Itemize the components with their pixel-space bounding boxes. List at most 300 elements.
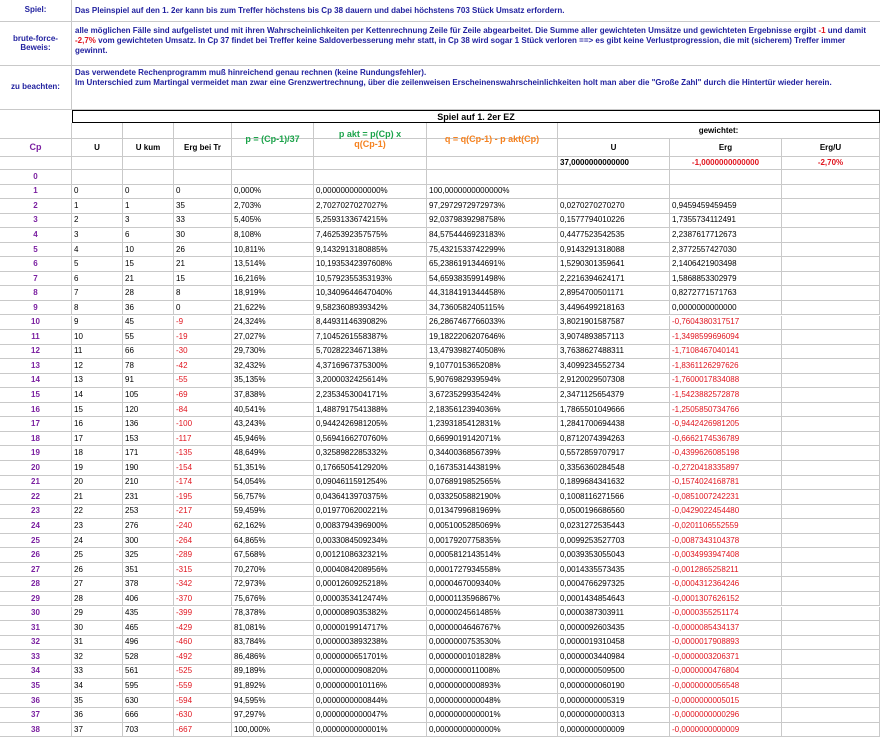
- cell-cp: 32: [0, 636, 72, 651]
- cell-p: 5,405%: [232, 214, 314, 229]
- cell-p-akt: [314, 170, 427, 185]
- cell-p-akt: 2,7027027027027%: [314, 199, 427, 214]
- cell-q: 1,2393185412831%: [427, 417, 558, 432]
- cell-q: 13,4793982740508%: [427, 345, 558, 360]
- note-label: brute-force-Beweis:: [0, 22, 72, 66]
- cell-p: 91,892%: [232, 679, 314, 694]
- note-beachten: [0, 66, 880, 110]
- cell-cp: 1: [0, 185, 72, 200]
- cell-cp: 20: [0, 461, 72, 476]
- cell-p-akt: 0,0000000000000%: [314, 185, 427, 200]
- cell-erg-bei-tr: -30: [174, 345, 232, 360]
- cell-p-akt: 0,5694166270760%: [314, 432, 427, 447]
- cell-q: 0,0000467009340%: [427, 577, 558, 592]
- cell-u: 4: [72, 243, 123, 258]
- cell-erg-per-u: [782, 461, 880, 476]
- cell-erg-bei-tr: -559: [174, 679, 232, 694]
- cell-p: 81,081%: [232, 621, 314, 636]
- note-text: Das Pleinspiel auf den 1. 2er kann bis zum Treffer höchstens bis Cp 38 dauern und dabei höchstens 703 Stück Umsatz erfordern.: [72, 0, 880, 22]
- cell-cp: 11: [0, 330, 72, 345]
- cell-cp: 22: [0, 490, 72, 505]
- cell-ukum: 300: [123, 534, 174, 549]
- cell-gew-erg: [670, 185, 782, 200]
- cell-cp: 25: [0, 534, 72, 549]
- cell-p-akt: 0,0000089035382%: [314, 607, 427, 622]
- cell-u: 15: [72, 403, 123, 418]
- cell-gew-erg: -0,0034993947408: [670, 548, 782, 563]
- cell-erg-per-u: [782, 272, 880, 287]
- cell-ukum: 435: [123, 607, 174, 622]
- cell-ukum: 378: [123, 577, 174, 592]
- table-row: [0, 534, 880, 549]
- cell-q: 0,0001727934558%: [427, 563, 558, 578]
- cell-q: 0,0000000753530%: [427, 636, 558, 651]
- cell-ukum: 703: [123, 723, 174, 738]
- cell-gew-u: 0,5572859707917: [558, 446, 670, 461]
- cell-erg-bei-tr: 15: [174, 272, 232, 287]
- totals-empty: [174, 157, 232, 170]
- cell-gew-u: 0,3356360284548: [558, 461, 670, 476]
- cell-cp: 36: [0, 694, 72, 709]
- cell-p: 10,811%: [232, 243, 314, 258]
- cell-erg-bei-tr: -100: [174, 417, 232, 432]
- cell-p-akt: 0,0000000090820%: [314, 665, 427, 680]
- table-row: [0, 665, 880, 680]
- cell-cp: 6: [0, 257, 72, 272]
- cell-p-akt: 0,0033084509234%: [314, 534, 427, 549]
- cell-ukum: 561: [123, 665, 174, 680]
- cell-erg-bei-tr: -667: [174, 723, 232, 738]
- cell-ukum: 15: [123, 257, 174, 272]
- cell-q: 0,0000024561485%: [427, 607, 558, 622]
- cell-gew-erg: -0,0000000000009: [670, 723, 782, 738]
- total-u: 37,0000000000000: [558, 157, 670, 170]
- cell-gew-u: 2,2216394624171: [558, 272, 670, 287]
- cell-p-akt: 0,0001260925218%: [314, 577, 427, 592]
- cell-u: 24: [72, 534, 123, 549]
- cell-erg-per-u: [782, 345, 880, 360]
- cell-cp: 23: [0, 505, 72, 520]
- cell-cp: 35: [0, 679, 72, 694]
- cell-gew-u: 3,4099234552734: [558, 359, 670, 374]
- table-row: [0, 185, 880, 200]
- cell-erg-per-u: [782, 243, 880, 258]
- table-row: [0, 345, 880, 360]
- cell-gew-u: 0,1899684341632: [558, 476, 670, 491]
- table-row: [0, 505, 880, 520]
- header-ukum: U kum: [123, 139, 174, 157]
- note-part: -2,7%: [75, 36, 96, 45]
- cell-gew-u: 0,0500196686560: [558, 505, 670, 520]
- cell-ukum: 465: [123, 621, 174, 636]
- cell-p-akt: 10,3409644647040%: [314, 286, 427, 301]
- cell-q: 0,6699019142071%: [427, 432, 558, 447]
- cell-p-akt: 5,7028223467138%: [314, 345, 427, 360]
- cell-erg-bei-tr: -630: [174, 708, 232, 723]
- cell-gew-erg: -0,0000003206371: [670, 650, 782, 665]
- cell-erg-per-u: [782, 650, 880, 665]
- cell-q: 0,0134799681969%: [427, 505, 558, 520]
- cell-cp: 15: [0, 388, 72, 403]
- cell-erg-per-u: [782, 446, 880, 461]
- cell-u: 8: [72, 301, 123, 316]
- cell-gew-erg: [670, 170, 782, 185]
- cell-erg-bei-tr: 30: [174, 228, 232, 243]
- table-row: [0, 446, 880, 461]
- cell-ukum: 10: [123, 243, 174, 258]
- cell-cp: 14: [0, 374, 72, 389]
- cell-erg-per-u: [782, 665, 880, 680]
- cell-ukum: 21: [123, 272, 174, 287]
- cell-erg-per-u: [782, 636, 880, 651]
- cell-p: 48,649%: [232, 446, 314, 461]
- cell-erg-bei-tr: -315: [174, 563, 232, 578]
- cell-erg-per-u: [782, 286, 880, 301]
- cell-erg-bei-tr: -594: [174, 694, 232, 709]
- table-row: [0, 330, 880, 345]
- cell-gew-erg: -0,0000017908893: [670, 636, 782, 651]
- table-row: [0, 636, 880, 651]
- cell-q: 92,0379839298758%: [427, 214, 558, 229]
- cell-p: 67,568%: [232, 548, 314, 563]
- cell-p-akt: 2,2353453004171%: [314, 388, 427, 403]
- cell-p-akt: 0,0000353412474%: [314, 592, 427, 607]
- table-row: [0, 519, 880, 534]
- totals-empty: [72, 157, 123, 170]
- cell-gew-erg: -0,0000000005015: [670, 694, 782, 709]
- cell-erg-per-u: [782, 534, 880, 549]
- header-gewichtet-u: U: [558, 139, 670, 157]
- cell-erg-per-u: [782, 607, 880, 622]
- cell-p-akt: 10,1935342397608%: [314, 257, 427, 272]
- cell-gew-erg: -0,0087343104378: [670, 534, 782, 549]
- cell-cp: 29: [0, 592, 72, 607]
- table-row: [0, 723, 880, 738]
- cell-u: 5: [72, 257, 123, 272]
- cell-ukum: 666: [123, 708, 174, 723]
- table-row: [0, 403, 880, 418]
- table-row: [0, 243, 880, 258]
- cell-gew-erg: -1,5423882572878: [670, 388, 782, 403]
- header-p: p = (Cp-1)/37: [232, 123, 314, 157]
- cell-erg-per-u: [782, 563, 880, 578]
- cell-erg-bei-tr: -240: [174, 519, 232, 534]
- table-row: [0, 214, 880, 229]
- cell-gew-u: 0,0231272535443: [558, 519, 670, 534]
- header-empty: [123, 123, 174, 139]
- cell-p-akt: 0,0436413970375%: [314, 490, 427, 505]
- cell-ukum: 496: [123, 636, 174, 651]
- cell-erg-bei-tr: 0: [174, 185, 232, 200]
- cell-p-akt: 0,0004084208956%: [314, 563, 427, 578]
- cell-p: 70,270%: [232, 563, 314, 578]
- table-row: [0, 607, 880, 622]
- cell-p-akt: 0,9442426981205%: [314, 417, 427, 432]
- cell-gew-erg: -0,4399626085198: [670, 446, 782, 461]
- table-row: [0, 432, 880, 447]
- note-part: vom gewichteten Umsatz. In Cp 37 findet bei Treffer keine Saldoverbesserung mehr statt, in Cp 38 wird sogar 1 Stück verloren ==> es gibt keine Verlustprogression, die mit (sicherem) Treffer immer gewinnt.: [75, 36, 846, 55]
- cell-u: 0: [72, 185, 123, 200]
- cell-cp: 2: [0, 199, 72, 214]
- cell-gew-erg: 2,2387617712673: [670, 228, 782, 243]
- cell-gew-erg: 1,7355734112491: [670, 214, 782, 229]
- cell-ukum: 55: [123, 330, 174, 345]
- cell-erg-per-u: [782, 330, 880, 345]
- cell-p-akt: 0,0012108632321%: [314, 548, 427, 563]
- cell-u: 23: [72, 519, 123, 534]
- table-row: [0, 359, 880, 374]
- totals-empty: [314, 157, 427, 170]
- cell-p-akt: 0,0197706200221%: [314, 505, 427, 520]
- cell-p: 75,676%: [232, 592, 314, 607]
- cell-gew-u: 0,0000000000009: [558, 723, 670, 738]
- header-u: U: [72, 139, 123, 157]
- cell-erg-bei-tr: 33: [174, 214, 232, 229]
- cell-q: 0,0000000101828%: [427, 650, 558, 665]
- cell-u: 1: [72, 199, 123, 214]
- cell-u: 2: [72, 214, 123, 229]
- cell-erg-bei-tr: -19: [174, 330, 232, 345]
- cell-q: 34,7360582405115%: [427, 301, 558, 316]
- cell-p: 56,757%: [232, 490, 314, 505]
- cell-gew-erg: 2,3772557427030: [670, 243, 782, 258]
- cell-ukum: 351: [123, 563, 174, 578]
- table-row: [0, 621, 880, 636]
- cell-q: 65,2386191344691%: [427, 257, 558, 272]
- cell-p: 59,459%: [232, 505, 314, 520]
- cell-erg-bei-tr: -370: [174, 592, 232, 607]
- cell-u: 12: [72, 359, 123, 374]
- cell-cp: 12: [0, 345, 72, 360]
- cell-q: 0,0000004646767%: [427, 621, 558, 636]
- cell-q: 2,1835612394036%: [427, 403, 558, 418]
- cell-erg-per-u: [782, 519, 880, 534]
- cell-ukum: 528: [123, 650, 174, 665]
- cell-p: 83,784%: [232, 636, 314, 651]
- cell-p-akt: 0,1766505412920%: [314, 461, 427, 476]
- cell-u: 37: [72, 723, 123, 738]
- cell-gew-u: 3,8021901587587: [558, 316, 670, 331]
- cell-q: 0,0017920775835%: [427, 534, 558, 549]
- cell-p-akt: 0,0904611591254%: [314, 476, 427, 491]
- cell-erg-bei-tr: 35: [174, 199, 232, 214]
- cell-gew-erg: -0,2720418335897: [670, 461, 782, 476]
- cell-cp: 31: [0, 621, 72, 636]
- cell-p-akt: 0,3258982285332%: [314, 446, 427, 461]
- note-part: -1: [818, 26, 826, 35]
- cell-p-akt: 0,0000000010116%: [314, 679, 427, 694]
- cell-u: 3: [72, 228, 123, 243]
- cell-gew-u: [558, 170, 670, 185]
- cell-p: 51,351%: [232, 461, 314, 476]
- cell-cp: 13: [0, 359, 72, 374]
- cell-erg-bei-tr: -135: [174, 446, 232, 461]
- cell-ukum: 78: [123, 359, 174, 374]
- cell-ukum: 325: [123, 548, 174, 563]
- cell-ukum: 6: [123, 228, 174, 243]
- cell-erg-bei-tr: 0: [174, 301, 232, 316]
- cell-erg-bei-tr: -117: [174, 432, 232, 447]
- cell-gew-erg: -1,2505850734766: [670, 403, 782, 418]
- table-row: [0, 417, 880, 432]
- cell-gew-u: 0,0039353055043: [558, 548, 670, 563]
- cell-u: 22: [72, 505, 123, 520]
- cell-ukum: 28: [123, 286, 174, 301]
- cell-erg-per-u: [782, 694, 880, 709]
- totals-row: [0, 157, 880, 170]
- note-label: Spiel:: [0, 0, 72, 22]
- cell-erg-bei-tr: -289: [174, 548, 232, 563]
- cell-erg-per-u: [782, 374, 880, 389]
- cell-erg-per-u: [782, 417, 880, 432]
- cell-ukum: 190: [123, 461, 174, 476]
- cell-p: 27,027%: [232, 330, 314, 345]
- cell-p-akt: 3,2000032425614%: [314, 374, 427, 389]
- table-row: [0, 694, 880, 709]
- cell-p: 18,919%: [232, 286, 314, 301]
- cell-p: 40,541%: [232, 403, 314, 418]
- cell-u: 20: [72, 476, 123, 491]
- cell-p-akt: 4,3716967375300%: [314, 359, 427, 374]
- cell-p: 8,108%: [232, 228, 314, 243]
- cell-ukum: 45: [123, 316, 174, 331]
- cell-u: 31: [72, 636, 123, 651]
- cell-p: 24,324%: [232, 316, 314, 331]
- cell-p-akt: 0,0000000000001%: [314, 723, 427, 738]
- cell-erg-bei-tr: -9: [174, 316, 232, 331]
- cell-p: 97,297%: [232, 708, 314, 723]
- cell-erg-per-u: [782, 214, 880, 229]
- note-text: Das verwendete Rechenprogramm muß hinreichend genau rechnen (keine Rundungsfehler). Im Unterschied zum Martingal vermeidet man zwar eine Grenzwertrechnung, über die zeilenweisen Erscheinenswahrscheinlichkeiten holt man aber die "Große Zahl" durch die Hintertür wieder herein.: [72, 66, 880, 110]
- cell-gew-erg: 1,5868853302979: [670, 272, 782, 287]
- cell-q: 0,0000000000893%: [427, 679, 558, 694]
- totals-empty: [427, 157, 558, 170]
- cell-ukum: 1: [123, 199, 174, 214]
- cell-gew-u: 1,2841700694438: [558, 417, 670, 432]
- table-row: [0, 257, 880, 272]
- cell-u: 18: [72, 446, 123, 461]
- cell-p: 100,000%: [232, 723, 314, 738]
- table-row: [0, 301, 880, 316]
- cell-gew-u: 0,9143291318088: [558, 243, 670, 258]
- cell-u: 16: [72, 417, 123, 432]
- cell-u: 17: [72, 432, 123, 447]
- cell-u: 35: [72, 694, 123, 709]
- cell-ukum: 630: [123, 694, 174, 709]
- table-row: [0, 679, 880, 694]
- header-gewichtet: gewichtet:: [558, 123, 880, 139]
- cell-p-akt: 0,0000003893238%: [314, 636, 427, 651]
- cell-p-akt: 7,4625392357575%: [314, 228, 427, 243]
- cell-q: 0,0000000011008%: [427, 665, 558, 680]
- cell-p-akt: 8,4493114639082%: [314, 316, 427, 331]
- cell-gew-u: 0,0000019310458: [558, 636, 670, 651]
- cell-ukum: 3: [123, 214, 174, 229]
- cell-u: 11: [72, 345, 123, 360]
- cell-cp: 17: [0, 417, 72, 432]
- cell-gew-u: 1,7865501049666: [558, 403, 670, 418]
- note-spiel: [0, 0, 880, 22]
- cell-gew-erg: -0,0000355251174: [670, 607, 782, 622]
- cell-gew-u: 0,8712074394263: [558, 432, 670, 447]
- cell-erg-bei-tr: -429: [174, 621, 232, 636]
- cell-u: 6: [72, 272, 123, 287]
- header-q: q = q(Cp-1) - p akt(Cp): [427, 123, 558, 157]
- table-row: [0, 577, 880, 592]
- table-row: [0, 548, 880, 563]
- cell-q: 0,1673531443819%: [427, 461, 558, 476]
- header-cp: Cp: [0, 139, 72, 157]
- note-text: [72, 22, 880, 66]
- cell-cp: 16: [0, 403, 72, 418]
- cell-gew-u: 0,0000092603435: [558, 621, 670, 636]
- cell-ukum: 210: [123, 476, 174, 491]
- table-row: [0, 461, 880, 476]
- cell-erg-bei-tr: -399: [174, 607, 232, 622]
- cell-q: 44,3184191344458%: [427, 286, 558, 301]
- cell-erg-bei-tr: -84: [174, 403, 232, 418]
- cell-q: 0,0000000000001%: [427, 708, 558, 723]
- totals-empty: [123, 157, 174, 170]
- table-row: [0, 316, 880, 331]
- cell-u: 36: [72, 708, 123, 723]
- cell-erg-bei-tr: -174: [174, 476, 232, 491]
- table-row: [0, 708, 880, 723]
- note-part: und damit: [825, 26, 867, 35]
- cell-erg-per-u: [782, 476, 880, 491]
- cell-p: 13,514%: [232, 257, 314, 272]
- cell-gew-erg: -0,0004312364246: [670, 577, 782, 592]
- cell-erg-bei-tr: -55: [174, 374, 232, 389]
- header-empty: [0, 123, 72, 139]
- cell-cp: 24: [0, 519, 72, 534]
- cell-erg-per-u: [782, 548, 880, 563]
- total-erg: -1,0000000000000: [670, 157, 782, 170]
- cell-p: 94,595%: [232, 694, 314, 709]
- cell-ukum: 91: [123, 374, 174, 389]
- cell-ukum: 120: [123, 403, 174, 418]
- table-row: [0, 650, 880, 665]
- cell-erg-per-u: [782, 199, 880, 214]
- table-row: [0, 592, 880, 607]
- cell-erg-per-u: [782, 490, 880, 505]
- cell-q: 0,0768919852565%: [427, 476, 558, 491]
- cell-p: [232, 170, 314, 185]
- cell-erg-bei-tr: 21: [174, 257, 232, 272]
- cell-erg-bei-tr: -342: [174, 577, 232, 592]
- header-pakt-line2: q(Cp-1): [354, 138, 386, 149]
- cell-p: 62,162%: [232, 519, 314, 534]
- cell-u: 29: [72, 607, 123, 622]
- cell-gew-erg: -1,8361126297626: [670, 359, 782, 374]
- cell-p: 86,486%: [232, 650, 314, 665]
- cell-p-akt: 7,1045261558387%: [314, 330, 427, 345]
- cell-erg-per-u: [782, 316, 880, 331]
- cell-erg-bei-tr: -525: [174, 665, 232, 680]
- cell-gew-u: 2,3471125654379: [558, 388, 670, 403]
- table-title: Spiel auf 1. 2er EZ: [72, 110, 880, 123]
- cell-erg-per-u: [782, 257, 880, 272]
- cell-ukum: 0: [123, 185, 174, 200]
- cell-p-akt: 1,4887917541388%: [314, 403, 427, 418]
- cell-erg-per-u: [782, 723, 880, 738]
- cell-gew-erg: -0,7604380317517: [670, 316, 782, 331]
- cell-erg-per-u: [782, 185, 880, 200]
- cell-erg-per-u: [782, 432, 880, 447]
- cell-p: 54,054%: [232, 476, 314, 491]
- cell-gew-u: 0,0000000005319: [558, 694, 670, 709]
- table-row: [0, 476, 880, 491]
